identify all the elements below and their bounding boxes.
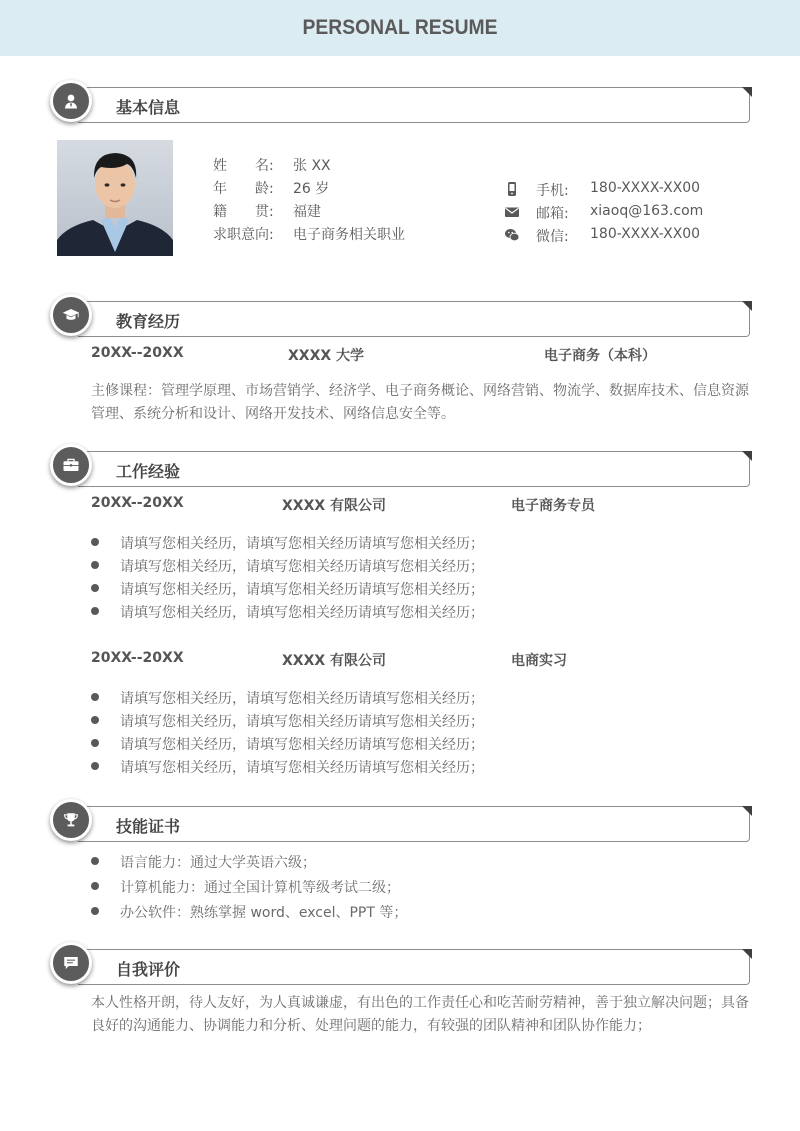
work-company: XXXX 有限公司 [282,653,387,669]
work-period: 20XX--20XX [91,495,184,511]
work-position: 电子商务专员 [511,498,595,514]
wechat-icon [504,227,520,243]
graduation-cap-icon [50,294,92,336]
section-header-education [50,294,752,338]
briefcase-icon [50,444,92,486]
trophy-icon [50,799,92,841]
contact-label: 手机: [536,183,569,199]
section-header-work [50,444,752,488]
section-header-skills [50,799,752,843]
education-major: 电子商务（本科） [544,348,656,364]
section-title-self: 自我评价 [116,960,181,979]
section-title-work: 工作经验 [116,462,181,481]
education-period: 20XX--20XX [91,345,184,361]
person-icon [50,80,92,122]
contact-label: 微信: [536,229,569,245]
info-job-intent [213,224,405,244]
work-position: 电商实习 [511,653,567,669]
contact-value: 180-XXXX-XX00 [590,180,701,196]
section-header-self-eval [50,942,752,986]
mail-icon [504,204,520,220]
self-evaluation-text: 本人性格开朗，待人友好，为人真诚谦虚，有出色的工作责任心和吃苦耐劳精神，善于独立解决问题；具备良好的沟通能力、协调能力和分析、处理问题的能力，有较强的团队精神和团队协作能力； [91,995,749,1034]
contact-label: 邮箱: [536,206,569,222]
info-value: 26 岁 [293,181,330,197]
info-age [213,178,330,198]
section-title-education: 教育经历 [116,312,181,331]
info-label: 年 龄: [213,181,274,197]
section-title-skills: 技能证书 [116,817,181,836]
section-title-basic: 基本信息 [116,98,181,117]
info-value: 张 XX [293,158,331,174]
page-title: PERSONAL RESUME [302,16,498,39]
education-courses: 主修课程：管理学原理、市场营销学、经济学、电子商务概论、网络营销、物流学、数据库技术、信息资源管理、系统分析和设计、网络开发技术、网络信息安全等。 [91,383,749,422]
profile-photo [57,140,173,256]
info-label: 求职意向: [213,227,274,243]
contact-value: 180-XXXX-XX00 [590,226,701,242]
info-origin [213,201,321,221]
education-school: XXXX 大学 [288,348,365,364]
phone-icon [504,181,520,197]
info-label: 姓 名: [213,158,274,174]
work-period: 20XX--20XX [91,650,184,666]
info-label: 籍 贯: [213,204,274,220]
info-name [213,155,331,175]
chat-bubble-icon [50,942,92,984]
work-company: XXXX 有限公司 [282,498,387,514]
section-header-basic-info [50,80,752,124]
info-value: 电子商务相关职业 [293,227,405,243]
info-value: 福建 [293,204,321,220]
contact-value: xiaoq@163.com [590,203,704,219]
